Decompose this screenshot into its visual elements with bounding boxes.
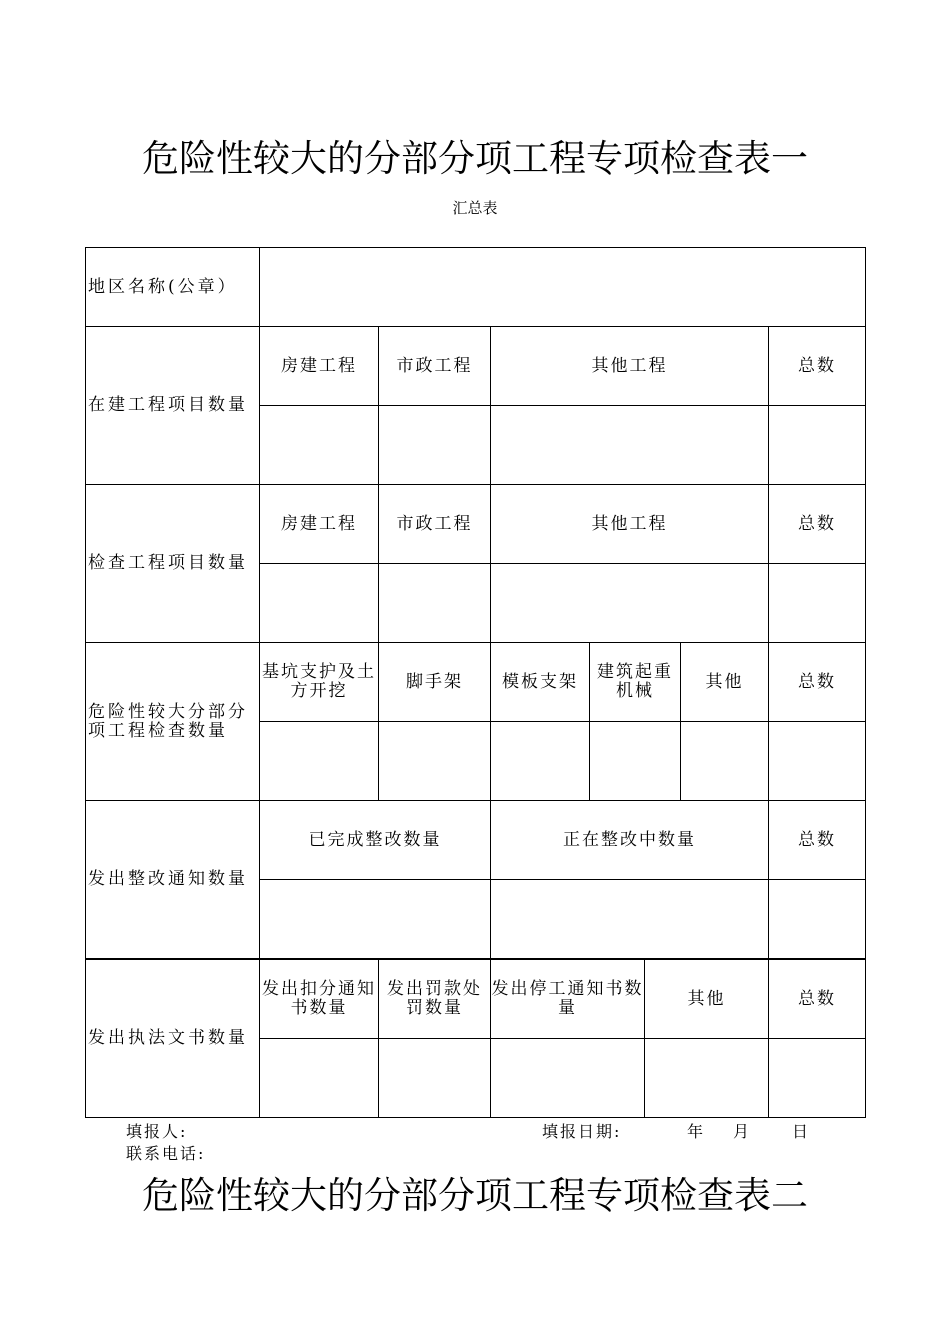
date-label: 填报日期: — [542, 1122, 622, 1141]
input-cell[interactable] — [491, 1039, 645, 1118]
header-cell: 房建工程 — [260, 327, 379, 406]
page-title: 危险性较大的分部分项工程专项检查表一 — [142, 137, 808, 180]
table-row-rectify-header — [86, 801, 866, 880]
header-cell: 发出扣分通知书数量 — [260, 960, 379, 1039]
input-cell[interactable] — [260, 406, 379, 485]
header-cell: 发出停工通知书数量 — [491, 960, 645, 1039]
second-title: 危险性较大的分部分项工程专项检查表二 — [142, 1174, 808, 1217]
input-cell[interactable] — [645, 1039, 769, 1118]
input-cell[interactable] — [379, 406, 491, 485]
inspected-label: 检查工程项目数量 — [86, 485, 260, 643]
header-cell: 总数 — [769, 801, 866, 880]
input-cell[interactable] — [590, 722, 681, 801]
header-cell: 总数 — [769, 960, 866, 1039]
header-cell: 基坑支护及土方开挖 — [260, 643, 379, 722]
header-cell: 市政工程 — [379, 485, 491, 564]
input-cell[interactable] — [379, 722, 491, 801]
table-row-hazard-header — [86, 643, 866, 722]
header-cell: 其他工程 — [491, 327, 769, 406]
region-label: 地区名称(公章） — [86, 248, 260, 327]
input-cell[interactable] — [379, 1039, 491, 1118]
header-cell: 其他 — [681, 643, 769, 722]
table-row-region — [86, 248, 866, 327]
header-cell: 其他工程 — [491, 485, 769, 564]
year-label: 年 — [687, 1122, 706, 1141]
input-cell[interactable] — [260, 722, 379, 801]
header-cell: 已完成整改数量 — [260, 801, 491, 880]
page-subtitle: 汇总表 — [452, 199, 498, 217]
input-cell[interactable] — [491, 722, 590, 801]
input-cell[interactable] — [491, 406, 769, 485]
summary-table — [85, 247, 866, 959]
input-cell[interactable] — [769, 406, 866, 485]
input-cell[interactable] — [769, 1039, 866, 1118]
header-cell: 其他 — [645, 960, 769, 1039]
header-cell: 发出罚款处罚数量 — [379, 960, 491, 1039]
input-cell[interactable] — [491, 564, 769, 643]
input-cell[interactable] — [681, 722, 769, 801]
month-label: 月 — [733, 1122, 752, 1141]
input-cell[interactable] — [769, 564, 866, 643]
table-row-in-progress-header — [86, 327, 866, 406]
region-value-cell[interactable] — [260, 248, 866, 327]
day-label: 日 — [792, 1122, 811, 1141]
phone-label: 联系电话: — [126, 1144, 206, 1163]
header-cell: 房建工程 — [260, 485, 379, 564]
filler-label: 填报人: — [126, 1122, 188, 1141]
table-row-enforcement-header — [86, 960, 866, 1039]
input-cell[interactable] — [260, 880, 491, 959]
header-cell: 总数 — [769, 643, 866, 722]
table-row-inspected-header — [86, 485, 866, 564]
input-cell[interactable] — [769, 880, 866, 959]
input-cell[interactable] — [260, 1039, 379, 1118]
input-cell[interactable] — [260, 564, 379, 643]
input-cell[interactable] — [379, 564, 491, 643]
hazard-label: 危险性较大分部分项工程检查数量 — [86, 643, 260, 801]
header-cell: 市政工程 — [379, 327, 491, 406]
header-cell: 脚手架 — [379, 643, 491, 722]
enforcement-label: 发出执法文书数量 — [86, 960, 260, 1118]
header-cell: 总数 — [769, 327, 866, 406]
rectify-label: 发出整改通知数量 — [86, 801, 260, 959]
header-cell: 总数 — [769, 485, 866, 564]
input-cell[interactable] — [769, 722, 866, 801]
header-cell: 模板支架 — [491, 643, 590, 722]
in-progress-label: 在建工程项目数量 — [86, 327, 260, 485]
input-cell[interactable] — [491, 880, 769, 959]
header-cell: 正在整改中数量 — [491, 801, 769, 880]
header-cell: 建筑起重机械 — [590, 643, 681, 722]
enforcement-table — [85, 959, 866, 1118]
